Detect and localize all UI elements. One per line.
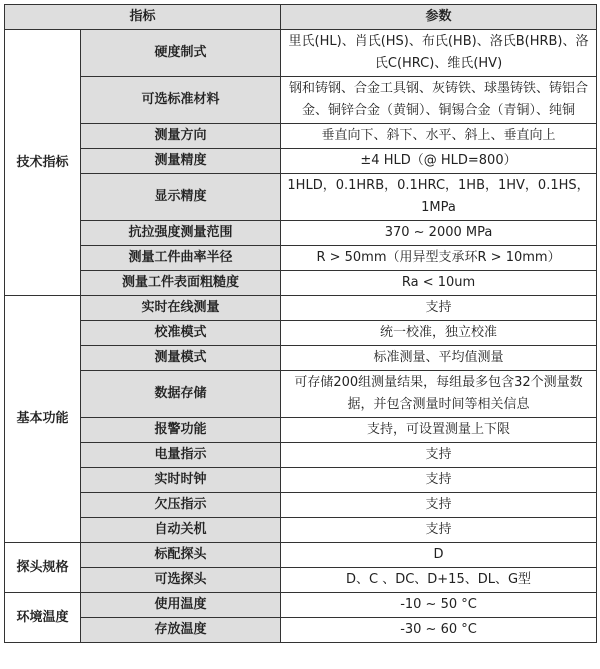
row-item: 显示精度 xyxy=(81,174,281,221)
table-row xyxy=(5,221,597,246)
row-item: 实时在线测量 xyxy=(81,296,281,321)
row-value: 里氏(HL)、肖氏(HS)、布氏(HB)、洛氏B(HRB)、洛氏C(HRC)、维氏(HV) xyxy=(281,30,597,77)
row-value: 370 ~ 2000 MPa xyxy=(281,221,597,246)
table-row xyxy=(5,443,597,468)
table-row xyxy=(5,568,597,593)
row-value: 钢和铸钢、合金工具钢、灰铸铁、球墨铸铁、铸铝合金、铜锌合金（黄铜）、铜锡合金（青铜）、纯铜 xyxy=(281,77,597,124)
row-item: 可选探头 xyxy=(81,568,281,593)
group-label-env: 环境温度 xyxy=(5,593,81,643)
row-item: 测量方向 xyxy=(81,124,281,149)
row-item: 欠压指示 xyxy=(81,493,281,518)
row-value: D xyxy=(281,543,597,568)
group-label-tech: 技术指标 xyxy=(5,30,81,296)
table-row xyxy=(5,543,597,568)
row-value: 支持 xyxy=(281,518,597,543)
row-value: Ra < 10um xyxy=(281,271,597,296)
row-item: 自动关机 xyxy=(81,518,281,543)
row-item: 实时时钟 xyxy=(81,468,281,493)
row-value: 统一校准，独立校准 xyxy=(281,321,597,346)
table-row xyxy=(5,296,597,321)
header-indicator: 指标 xyxy=(5,5,281,30)
table-row xyxy=(5,593,597,618)
row-value: -30 ~ 60 °C xyxy=(281,618,597,643)
group-label-probe: 探头规格 xyxy=(5,543,81,593)
row-item: 硬度制式 xyxy=(81,30,281,77)
row-item: 电量指示 xyxy=(81,443,281,468)
row-value: 可存储200组测量结果，每组最多包含32个测量数据，并包含测量时间等相关信息 xyxy=(281,371,597,418)
row-item: 抗拉强度测量范围 xyxy=(81,221,281,246)
table-row xyxy=(5,77,597,124)
table-row xyxy=(5,418,597,443)
row-item: 测量工件表面粗糙度 xyxy=(81,271,281,296)
header-row xyxy=(5,5,597,30)
row-value: 支持 xyxy=(281,468,597,493)
row-item: 存放温度 xyxy=(81,618,281,643)
row-value: 垂直向下、斜下、水平、斜上、垂直向上 xyxy=(281,124,597,149)
row-item: 使用温度 xyxy=(81,593,281,618)
row-value: -10 ~ 50 °C xyxy=(281,593,597,618)
table-row xyxy=(5,346,597,371)
row-value: 支持 xyxy=(281,296,597,321)
table-row xyxy=(5,246,597,271)
row-value: 1HLD，0.1HRB，0.1HRC，1HB，1HV，0.1HS，1MPa xyxy=(281,174,597,221)
table-row xyxy=(5,371,597,418)
table-row xyxy=(5,124,597,149)
table-row xyxy=(5,618,597,643)
row-value: ±4 HLD（@ HLD=800） xyxy=(281,149,597,174)
row-value: 支持 xyxy=(281,493,597,518)
table-row xyxy=(5,321,597,346)
spec-table xyxy=(4,4,597,643)
row-value: D、C 、DC、D+15、DL、G型 xyxy=(281,568,597,593)
row-value: 支持 xyxy=(281,443,597,468)
header-parameter: 参数 xyxy=(281,5,597,30)
row-item: 测量模式 xyxy=(81,346,281,371)
row-value: 支持，可设置测量上下限 xyxy=(281,418,597,443)
row-value: 标准测量、平均值测量 xyxy=(281,346,597,371)
group-label-basic: 基本功能 xyxy=(5,296,81,543)
table-row xyxy=(5,30,597,77)
row-item: 测量精度 xyxy=(81,149,281,174)
table-row xyxy=(5,149,597,174)
table-row xyxy=(5,174,597,221)
row-item: 可选标准材料 xyxy=(81,77,281,124)
row-item: 报警功能 xyxy=(81,418,281,443)
table-row xyxy=(5,271,597,296)
row-item: 数据存储 xyxy=(81,371,281,418)
row-item: 测量工件曲率半径 xyxy=(81,246,281,271)
table-row xyxy=(5,468,597,493)
row-value: R > 50mm（用异型支承环R > 10mm） xyxy=(281,246,597,271)
table-row xyxy=(5,493,597,518)
row-item: 校准模式 xyxy=(81,321,281,346)
table-row xyxy=(5,518,597,543)
row-item: 标配探头 xyxy=(81,543,281,568)
